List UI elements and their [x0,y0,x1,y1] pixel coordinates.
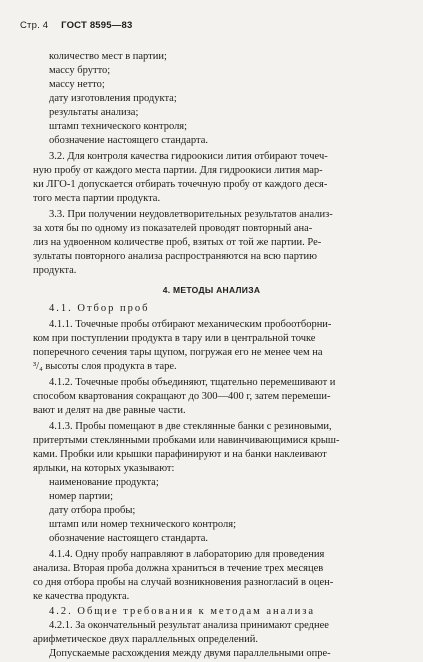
text-line: обозначение настоящего стандарта. [49,135,209,146]
paragraph-line: ную пробу от каждого места партии. Для гидроокиси лития мар- [33,165,323,176]
paragraph-line: 4.1.3. Пробы помещают в две стеклянные банки с резиновыми, [49,421,332,432]
paragraph-line: ³/₄ высоты слоя продукта в таре. [33,361,177,372]
paragraph-line: зультаты повторного анализа распространяются на всю партию [33,251,317,262]
paragraph-line: ярлыки, на которых указывают: [33,463,175,474]
paragraph-line: вают и делят на две равные части. [33,405,186,416]
text-line: штамп технического контроля; [49,121,188,132]
paragraph-line: 4.1.4. Одну пробу направляют в лабораторию для проведения [49,549,325,560]
paragraph-line: продукта. [33,265,77,276]
paragraph-line: ками. Пробки или крышки парафинируют и на банки наклеивают [33,449,327,460]
paragraph-line: со дня отбора пробы на случай возникновения разногласий в оцен- [33,577,334,588]
paragraph-line: Допускаемые расхождения между двумя параллельными опре- [49,648,331,659]
paragraph-line: арифметическое двух параллельных определений. [33,634,259,645]
paragraph-line: 4.2.1. За окончательный результат анализа принимают среднее [49,620,329,631]
label-item: номер партии; [49,491,113,502]
text-line: результаты анализа; [49,107,139,118]
text-line: массу нетто; [49,79,105,90]
paragraph-line: ком при поступлении продукта в тару или в центральной точке [33,333,316,344]
subsection-heading: 4.2. Общие требования к методам анализа [49,606,316,617]
paragraph-line: ки ЛГО-1 допускается отбирать точечную пробу от каждого деся- [33,179,328,190]
paragraph-line: 3.3. При получении неудовлетворительных результатов анализ- [49,209,333,220]
paragraph-line: 4.1.1. Точечные пробы отбирают механическим пробоотборни- [49,319,332,330]
standard-code: ГОСТ 8595—83 [61,20,133,31]
text-line: дату изготовления продукта; [49,93,177,104]
paragraph-line: 4.1.2. Точечные пробы объединяют, тщательно перемешивают и [49,377,336,388]
page-number: Стр. 4 [20,20,49,31]
text-line: количество мест в партии; [49,51,167,62]
page-header [20,20,132,31]
paragraph-line: за хотя бы по одному из показателей проводят повторный ана- [33,223,313,234]
section-heading: 4. МЕТОДЫ АНАЛИЗА [162,285,261,295]
paragraph-line: того места партии продукта. [33,193,161,204]
text-line: массу брутто; [49,65,111,76]
paragraph-line: ке качества продукта. [33,591,130,602]
paragraph-line: лиз на удвоенном количестве проб, взятых от той же партии. Ре- [33,237,322,248]
label-item: штамп или номер технического контроля; [49,519,237,530]
label-item: обозначение настоящего стандарта. [49,533,209,544]
label-item: дату отбора пробы; [49,505,136,516]
label-item: наименование продукта; [49,477,159,488]
paragraph-line: 3.2. Для контроля качества гидроокиси лития отбирают точеч- [49,151,328,162]
paragraph-line: поперечного сечения тары щупом, погружая его не менее чем на [33,347,323,358]
paragraph-line: анализа. Вторая проба должна храниться в течение трех месяцев [33,563,324,574]
paragraph-line: способом квартования сокращают до 300—400 г, затем перемеши- [33,391,331,402]
paragraph-line: притертыми стеклянными пробками или навинчивающимися крыш- [33,435,340,446]
subsection-heading: 4.1. Отбор проб [49,303,150,314]
